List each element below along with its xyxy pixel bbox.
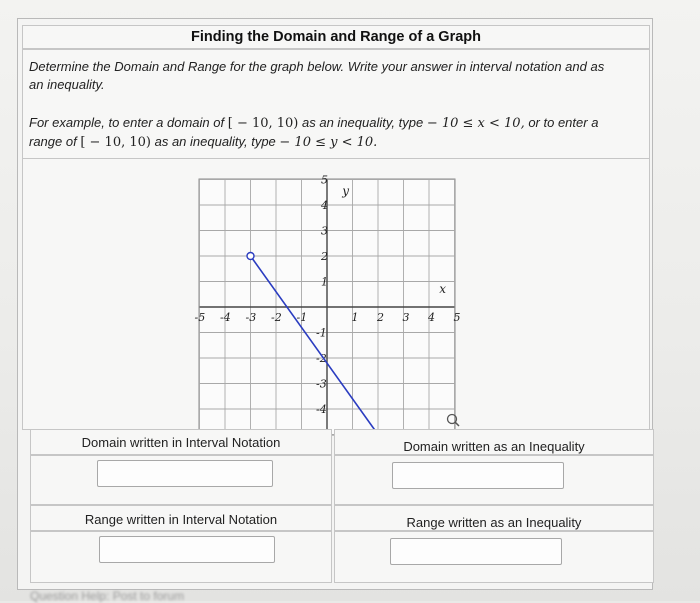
example-text: or to enter a [528, 115, 599, 130]
question-title: Finding the Domain and Range of a Graph [22, 25, 650, 49]
instructions-line2: an inequality. [29, 77, 105, 92]
x-axis-label: x [439, 281, 446, 296]
y-tick-label: -3 [316, 377, 327, 391]
example-domain-interval: [ − 10, 10) [227, 116, 299, 131]
instructions-example [23, 114, 641, 152]
example-range-interval: [ − 10, 10) [80, 135, 151, 150]
instructions-line1: Determine the Domain and Range for the graph below. Write your answer in interval notation and as [29, 59, 605, 74]
y-tick-label: -4 [316, 403, 327, 416]
y-tick-label: -1 [316, 326, 327, 340]
range-inequality-input[interactable] [390, 538, 562, 565]
example-text: range of [29, 134, 77, 149]
x-tick-label: 5 [453, 311, 461, 324]
domain-interval-cell [30, 455, 332, 505]
example-text: For example, to enter a domain of [29, 115, 225, 130]
x-tick-label: 2 [377, 311, 384, 324]
y-tick-label: 5 [321, 173, 328, 187]
range-inequality-label: Range written as an Inequality [406, 515, 582, 530]
domain-interval-header [30, 429, 332, 455]
range-interval-input[interactable] [99, 536, 275, 563]
example-text: as an inequality, type [154, 134, 276, 149]
x-tick-label: 3 [402, 311, 410, 324]
domain-interval-input[interactable] [97, 460, 273, 487]
range-interval-cell [30, 531, 332, 583]
open-endpoint [247, 253, 254, 260]
x-tick-label: -1 [296, 311, 308, 324]
x-tick-label: 4 [428, 311, 435, 324]
example-range-inequality: − 10 ≤ y < 10. [279, 135, 378, 150]
y-tick-label: -2 [316, 352, 327, 365]
x-tick-label: -5 [194, 311, 206, 324]
instructions-main [23, 58, 641, 94]
y-tick-label: 2 [321, 250, 328, 263]
y-tick-label: 4 [321, 199, 328, 212]
range-interval-header [30, 505, 332, 531]
instructions [22, 49, 650, 159]
x-tick-label: -4 [220, 311, 231, 324]
question-help-footer[interactable]: Question Help: Post to forum [30, 589, 185, 603]
coordinate-graph [190, 160, 480, 430]
domain-inequality-label: Domain written as an Inequality [403, 439, 585, 454]
y-tick-label: 3 [321, 224, 328, 238]
example-text: as an inequality, type [302, 115, 424, 130]
domain-inequality-header [334, 429, 654, 455]
x-tick-label: 1 [351, 311, 359, 324]
y-tick-label: 1 [321, 275, 328, 289]
range-inequality-cell [334, 531, 654, 583]
example-domain-inequality: − 10 ≤ x < 10, [426, 116, 525, 131]
domain-interval-label: Domain written in Interval Notation [81, 435, 281, 450]
range-inequality-header [334, 505, 654, 531]
range-interval-label: Range written in Interval Notation [84, 512, 278, 527]
y-axis-label: y [342, 183, 350, 198]
x-tick-label: -3 [245, 311, 257, 324]
x-tick-label: -2 [271, 311, 282, 324]
grid [199, 179, 455, 435]
domain-inequality-cell [334, 455, 654, 505]
domain-inequality-input[interactable] [392, 462, 564, 489]
